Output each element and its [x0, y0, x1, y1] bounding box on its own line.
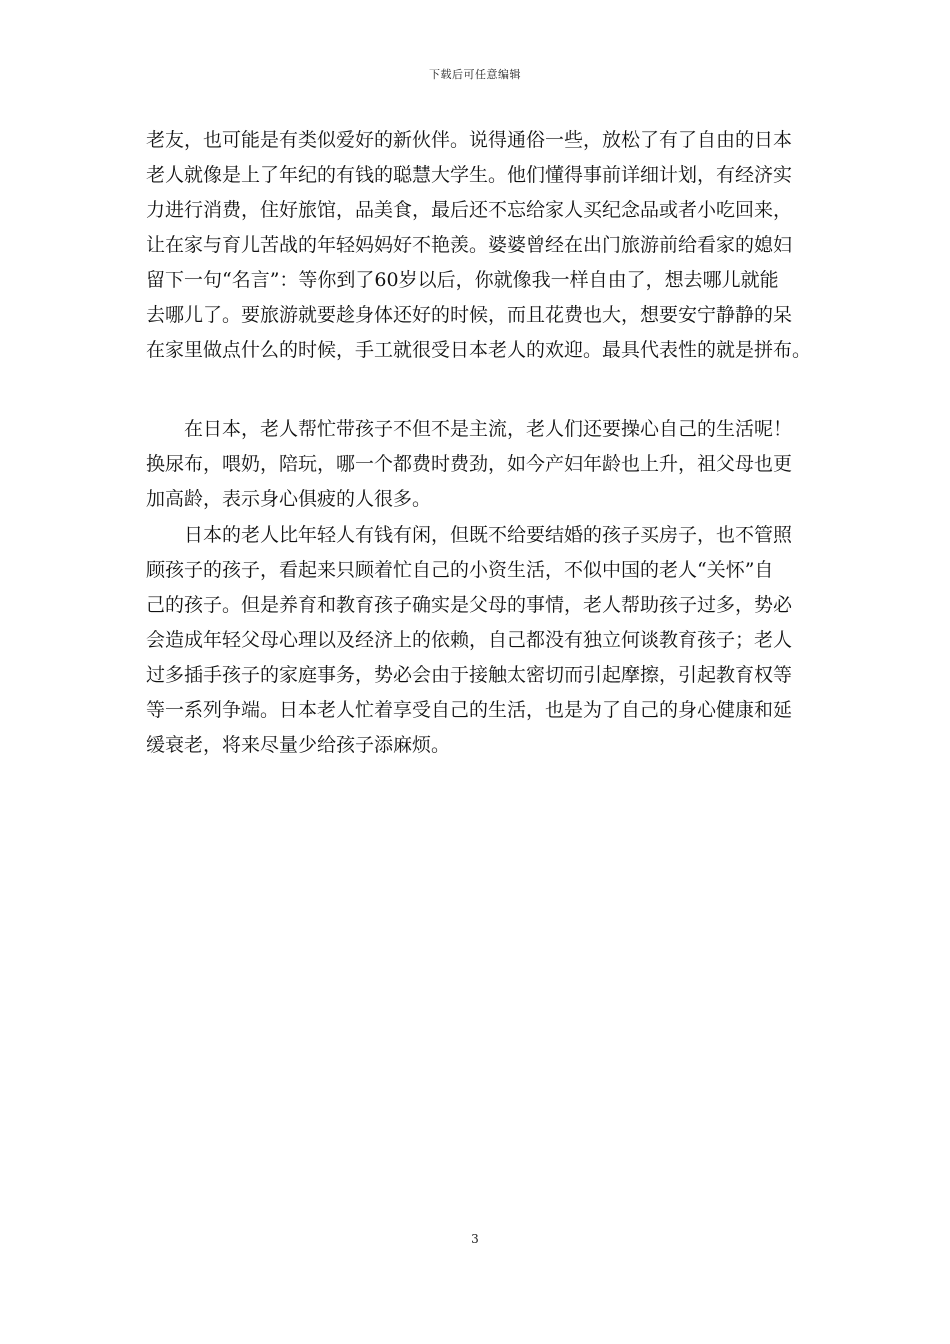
paragraph-3-line-4: 会造成年轻父母心理以及经济上的依赖，自己都没有独立何谈教育孩子；老人 — [146, 629, 793, 651]
paragraph-2-line-1: 在日本，老人帮忙带孩子不但不是主流，老人们还要操心自己的生活呢！ — [184, 418, 793, 440]
paragraph-1-line-5: 留下一句“名言”：等你到了60岁以后，你就像我一样自由了，想去哪儿就能 — [146, 269, 779, 291]
paragraph-1-line-2: 老人就像是上了年纪的有钱的聪慧大学生。他们懂得事前详细计划，有经济实 — [146, 164, 793, 186]
paragraph-3-line-5: 过多插手孩子的家庭事务，势必会由于接触太密切而引起摩擦，引起教育权等 — [146, 664, 793, 686]
paragraph-1-line-7: 在家里做点什么的时候，手工就很受日本老人的欢迎。最具代表性的就是拼布。 — [146, 339, 812, 361]
paragraph-3-line-7: 缓衰老，将来尽量少给孩子添麻烦。 — [146, 734, 451, 756]
paragraph-1-line-6: 去哪儿了。要旅游就要趁身体还好的时候，而且花费也大，想要安宁静静的呆 — [146, 304, 793, 326]
paragraph-2-line-2: 换尿布，喂奶，陪玩，哪一个都费时费劲，如今产妇年龄也上升，祖父母也更 — [146, 453, 793, 475]
paragraph-3-line-1: 日本的老人比年轻人有钱有闲，但既不给要结婚的孩子买房子，也不管照 — [184, 524, 793, 546]
page-number: 3 — [471, 1232, 479, 1246]
paragraph-1-line-3: 力进行消费，住好旅馆，品美食，最后还不忘给家人买纪念品或者小吃回来， — [146, 199, 793, 221]
page-header: 下载后可任意编辑 — [429, 68, 521, 81]
paragraph-3-line-3: 己的孩子。但是养育和教育孩子确实是父母的事情，老人帮助孩子过多，势必 — [146, 594, 793, 616]
paragraph-3-line-2: 顾孩子的孩子，看起来只顾着忙自己的小资生活，不似中国的老人“关怀”自 — [146, 559, 774, 581]
paragraph-3-line-6: 等一系列争端。日本老人忙着享受自己的生活，也是为了自己的身心健康和延 — [146, 699, 793, 721]
paragraph-1-line-4: 让在家与育儿苦战的年轻妈妈好不艳羡。婆婆曾经在出门旅游前给看家的媳妇 — [146, 234, 793, 256]
paragraph-1-line-1: 老友，也可能是有类似爱好的新伙伴。说得通俗一些，放松了有了自由的日本 — [146, 129, 793, 151]
paragraph-2-line-3: 加高龄，表示身心俱疲的人很多。 — [146, 488, 432, 510]
